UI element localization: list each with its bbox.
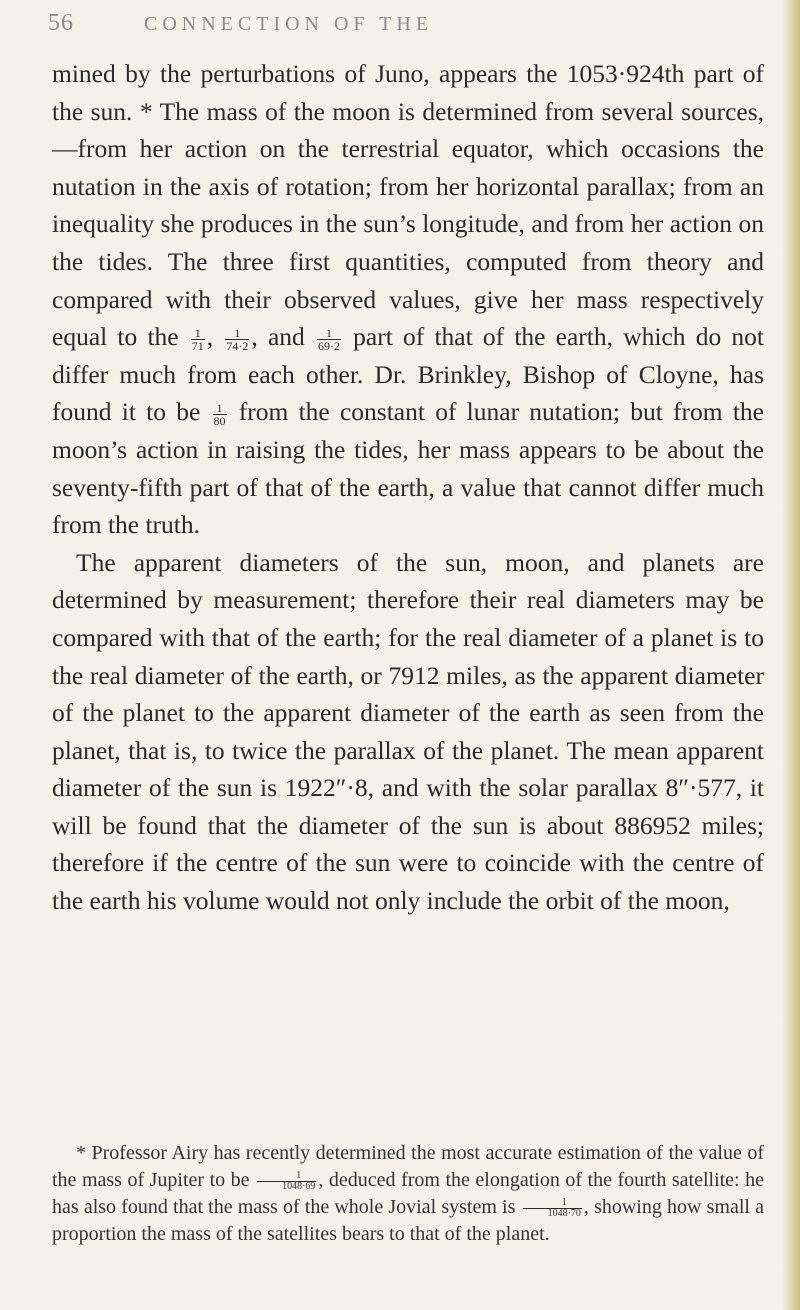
fraction-numerator: 1: [523, 1198, 582, 1209]
page-edge: [782, 0, 800, 1310]
fraction-numerator: 1: [225, 327, 249, 340]
fraction-denominator: 80: [213, 413, 226, 428]
fraction-denominator: 74·2: [226, 338, 249, 353]
fraction-jovial-system-mass: [523, 1198, 582, 1219]
running-header: [48, 10, 748, 37]
separator: , and: [251, 322, 315, 352]
paragraph-2: The apparent diameters of the sun, moon, and planets are determined by measurement; therefore their real diameters may be compared with that of the earth; for the real diameter of a planet is to the real diameter of the earth, or 7912 miles, as the apparent diameter of the planet to the apparent diameter of the earth as seen from the planet, that is, to twice the parallax of the planet. The mean apparent diameter of the sun is 1922″·8, and with the solar parallax 8″·577, it will be found that the diameter of the sun is about 886952 miles; therefore if the centre of the sun were to coincide with the centre of the earth his volume would not only include the orbit of the moon,: [52, 547, 764, 916]
footnote-marker: *: [76, 1142, 86, 1164]
p1-text-4: from the constant of lunar nutation; but from the moon’s action in raising the tides, her mass appears to be about the seventy-fifth part of that of the earth, a value that cannot differ much from the truth.: [52, 397, 764, 540]
fraction-denominator: 1048·69: [282, 1180, 316, 1192]
fraction-numerator: 1: [191, 327, 205, 340]
fraction-numerator: 1: [257, 1171, 316, 1182]
fraction-1-71: [191, 327, 205, 352]
page-number: 56: [48, 10, 74, 36]
p1-text-2: The mass of the moon is determined from several sources,—from her action on the terrestrial equator, which occasions the nutation in the axis of rotation; from her horizontal parallax; from an inequality she produces in the sun’s longitude, and from her action on the tides. The three first quantities, computed from theory and compared with their observed values, give her mass respectively equal to the: [52, 96, 765, 352]
fraction-1-74-2: [225, 327, 249, 352]
fraction-numerator: 1: [213, 402, 227, 415]
fraction-numerator: 1: [317, 327, 341, 340]
fraction-denominator: 69·2: [317, 338, 340, 353]
footnote-text-2: , deduced from the elongation of the fourth satellite: he has also found that the mass of the whole Jovial system is: [52, 1169, 765, 1218]
paragraph-1: [52, 55, 764, 544]
footnote-text-1: Professor Airy has recently determined the most accurate estimation of the value of the mass of Jupiter to be: [52, 1142, 764, 1191]
footnote: [52, 1140, 764, 1248]
main-text: [52, 55, 764, 920]
separator: ,: [206, 322, 224, 352]
fraction-denominator: 1048·70: [547, 1207, 581, 1219]
p1-text-1: mined by the perturbations of Juno, appears the 1053·924th part of the sun.: [52, 59, 764, 126]
fraction-jupiter-mass: [257, 1171, 316, 1192]
footnote-text-3: , showing how small a proportion the mass of the satellites bears to that of the planet.: [52, 1196, 764, 1245]
p1-text-3: part of that of the earth, which do not differ much from each other. Dr. Brinkley, Bishop of Cloyne, has found it to be: [52, 322, 764, 427]
fraction-1-80: [213, 402, 227, 427]
fraction-denominator: 71: [191, 338, 204, 353]
running-title: CONNECTION OF THE: [144, 13, 434, 35]
footnote-marker: *: [139, 96, 153, 126]
fraction-1-69-2: [317, 327, 341, 352]
